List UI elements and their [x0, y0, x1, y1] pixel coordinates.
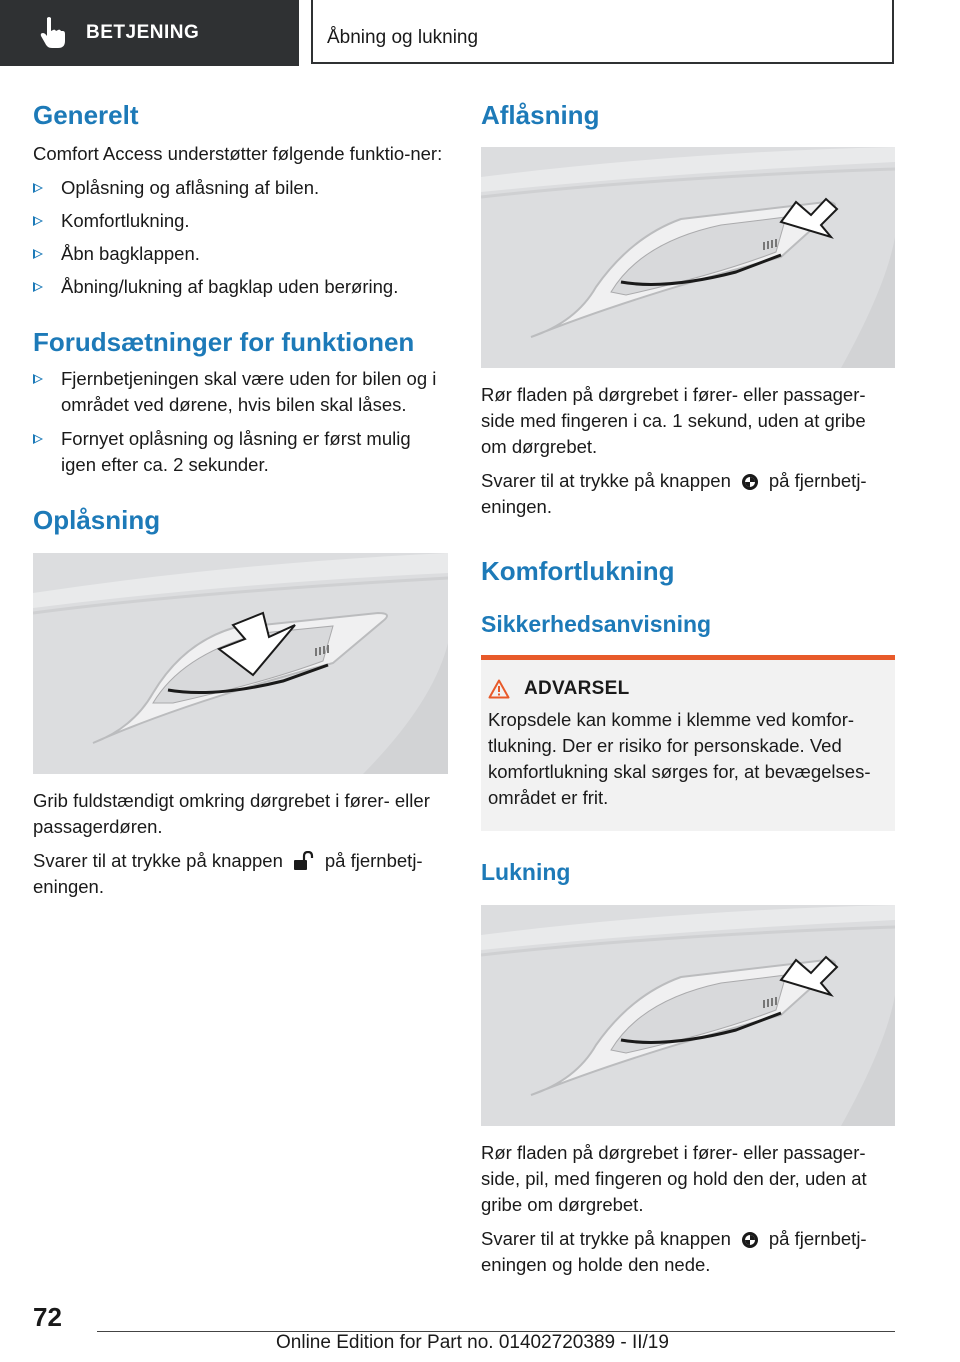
- section-label: BETJENING: [86, 22, 200, 43]
- feature-list: [33, 175, 448, 300]
- warning-text: Kropsdele kan komme i klemme ved komfor-tlukning. Der er risiko for personskade. Ved komfortlukning skal sørges for, at bevægelses-området er frit.: [488, 708, 871, 808]
- requirements-list: [33, 366, 448, 478]
- heading-oplaasning: Oplåsning: [33, 505, 161, 536]
- left-column: [33, 100, 448, 900]
- aflaasning-remote-hint: Svarer til at trykke på knappen på fjernbetj-eningen.: [481, 470, 867, 518]
- chapter-title: Åbning og lukning: [327, 27, 479, 48]
- right-column: [481, 100, 895, 1278]
- warning-box: [481, 655, 895, 831]
- warning-title: [488, 678, 883, 700]
- triangle-bullet-icon: [33, 183, 43, 193]
- triangle-bullet-icon: [33, 282, 43, 292]
- lukning-instruction: Rør fladen på dørgrebet i fører- eller passager-side, pil, med fingeren og hold den der, uden at gribe om dørgrebet.: [481, 1141, 867, 1215]
- generelt-intro: Comfort Access understøtter følgende funktio-ner:: [33, 143, 443, 165]
- heading-generelt: Generelt: [33, 100, 139, 130]
- heading-komfortlukning: Komfortlukning: [481, 556, 675, 587]
- page-number: 72: [33, 1302, 62, 1332]
- door-handle-grip-image: [33, 553, 448, 774]
- triangle-bullet-icon: [33, 434, 43, 444]
- oplaasning-instruction: Grib fuldstændigt omkring dørgrebet i fører- eller passagerdøren.: [33, 789, 430, 837]
- heading-aflaasning: Aflåsning: [481, 100, 600, 130]
- triangle-bullet-icon: [33, 216, 43, 226]
- lukning-remote-hint: Svarer til at trykke på knappen på fjernbetj-eningen og holde den nede.: [481, 1227, 867, 1275]
- footer-edition: Online Edition for Part no. 01402720389 - II/19: [276, 1332, 669, 1353]
- chapter-header: [311, 0, 894, 64]
- triangle-bullet-icon: [33, 374, 43, 384]
- oplaasning-remote-hint: Svarer til at trykke på knappen på fjernbetj-eningen.: [33, 849, 423, 897]
- list-item: Komfortlukning.: [33, 208, 448, 234]
- list-item: Fornyet oplåsning og låsning er først mulig igen efter ca. 2 sekunder.: [33, 426, 448, 478]
- door-handle-touch-image: [481, 147, 895, 368]
- door-handle-close-image: [481, 905, 895, 1126]
- triangle-bullet-icon: [33, 249, 43, 259]
- list-item: Åbn bagklappen.: [33, 241, 448, 267]
- aflaasning-instruction: Rør fladen på dørgrebet i fører- eller passager-side med fingeren i ca. 1 sekund, uden at gribe om dørgrebet.: [481, 384, 866, 458]
- heading-lukning: Lukning: [481, 858, 571, 885]
- section-tab: [0, 0, 299, 66]
- list-item: Oplåsning og aflåsning af bilen.: [33, 175, 448, 201]
- list-item: Åbning/lukning af bagklap uden berøring.: [33, 274, 448, 300]
- hand-pointer-icon: [38, 16, 68, 50]
- list-item: Fjernbetjeningen skal være uden for bilen og i området ved dørene, hvis bilen skal låses.: [33, 366, 448, 418]
- heading-sikkerhedsanvisning: Sikkerhedsanvisning: [481, 611, 712, 638]
- unlock-icon: [293, 851, 315, 871]
- heading-forudsaetninger: Forudsætninger for funktionen: [33, 327, 415, 358]
- bmw-logo-icon: [741, 1231, 759, 1249]
- warning-triangle-icon: [488, 679, 510, 699]
- warning-label: ADVARSEL: [524, 677, 630, 699]
- bmw-logo-icon: [741, 473, 759, 491]
